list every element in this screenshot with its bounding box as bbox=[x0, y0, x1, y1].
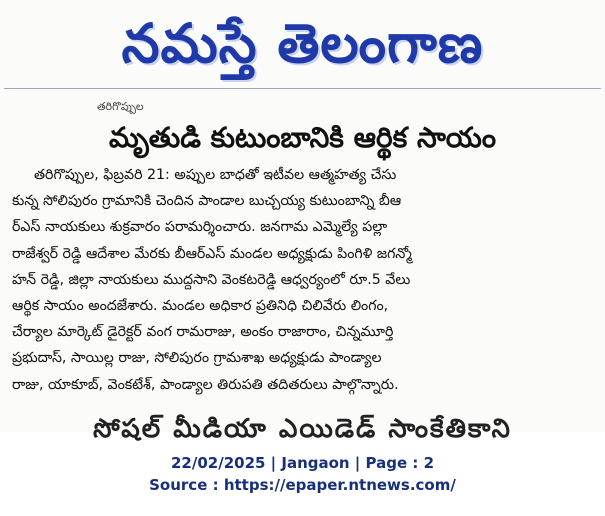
masthead-divider bbox=[4, 88, 601, 89]
article-line: రాజు, యాకూబ్, వెంకటేశ్, పాండ్యాల తిరుపతి తదితరులు పాల్గొన్నారు. bbox=[12, 376, 399, 393]
clipping-footer bbox=[0, 452, 605, 496]
article-line: ర్ఎస్ నాయకులు శుక్రవారం పరామర్శించారు. జనగామ ఎమ్మెల్యే పల్లా bbox=[12, 219, 388, 236]
article-body bbox=[12, 162, 594, 398]
article-line: కున్న సోలిపురం గ్రామానికి చెందిన పాండాల బుచ్చయ్య కుటుంబాన్ని బీఆ bbox=[12, 193, 402, 210]
article-line: ఆర్థిక సాయం అందజేశారు. మండల అధికార ప్రతినిధి చిలివేరు లింగం, bbox=[12, 298, 389, 315]
article-location: తరిగొప్పుల bbox=[97, 100, 144, 113]
newspaper-masthead: నమస్తే తెలంగాణ bbox=[121, 12, 484, 75]
article-line: చేర్యాల మార్కెట్ డైరెక్టర్ వంగ రామరాజు, అంకం రాజారాం, చిన్నమూర్తి bbox=[12, 324, 394, 341]
article-headline: మృతుడి కుటుంబానికి ఆర్థిక సాయం bbox=[108, 121, 497, 154]
next-article-headline-cropped: సోషల్ మీడియా ఎయిడెడ్ సాంకేతికాని bbox=[93, 414, 512, 444]
footer-source: Source : https://epaper.ntnews.com/ bbox=[149, 476, 456, 494]
article-line: హన్ రెడ్డి, జిల్లా నాయకులు ముద్దసాని వెంకటరెడ్డి ఆధ్వర్యంలో రూ.5 వేలు bbox=[12, 271, 411, 288]
article-line: రాజేశ్వర్ రెడ్డి ఆదేశాల మేరకు బీఆర్ఎస్ మండల అధ్యక్షుడు పింగిళి జగన్మో bbox=[12, 245, 412, 262]
article-line: ప్రభుదాస్, సాయిల్ల రాజు, సోలిపురం గ్రామశాఖ అధ్యక్షుడు పాండ్యాల bbox=[12, 350, 382, 367]
article-line: తరిగొప్పుల, ఫిబ్రవరి 21: అప్పుల బాధతో ఇటీవల ఆత్మహత్య చేసు bbox=[34, 167, 397, 183]
footer-dateline: 22/02/2025 | Jangaon | Page : 2 bbox=[170, 454, 435, 472]
